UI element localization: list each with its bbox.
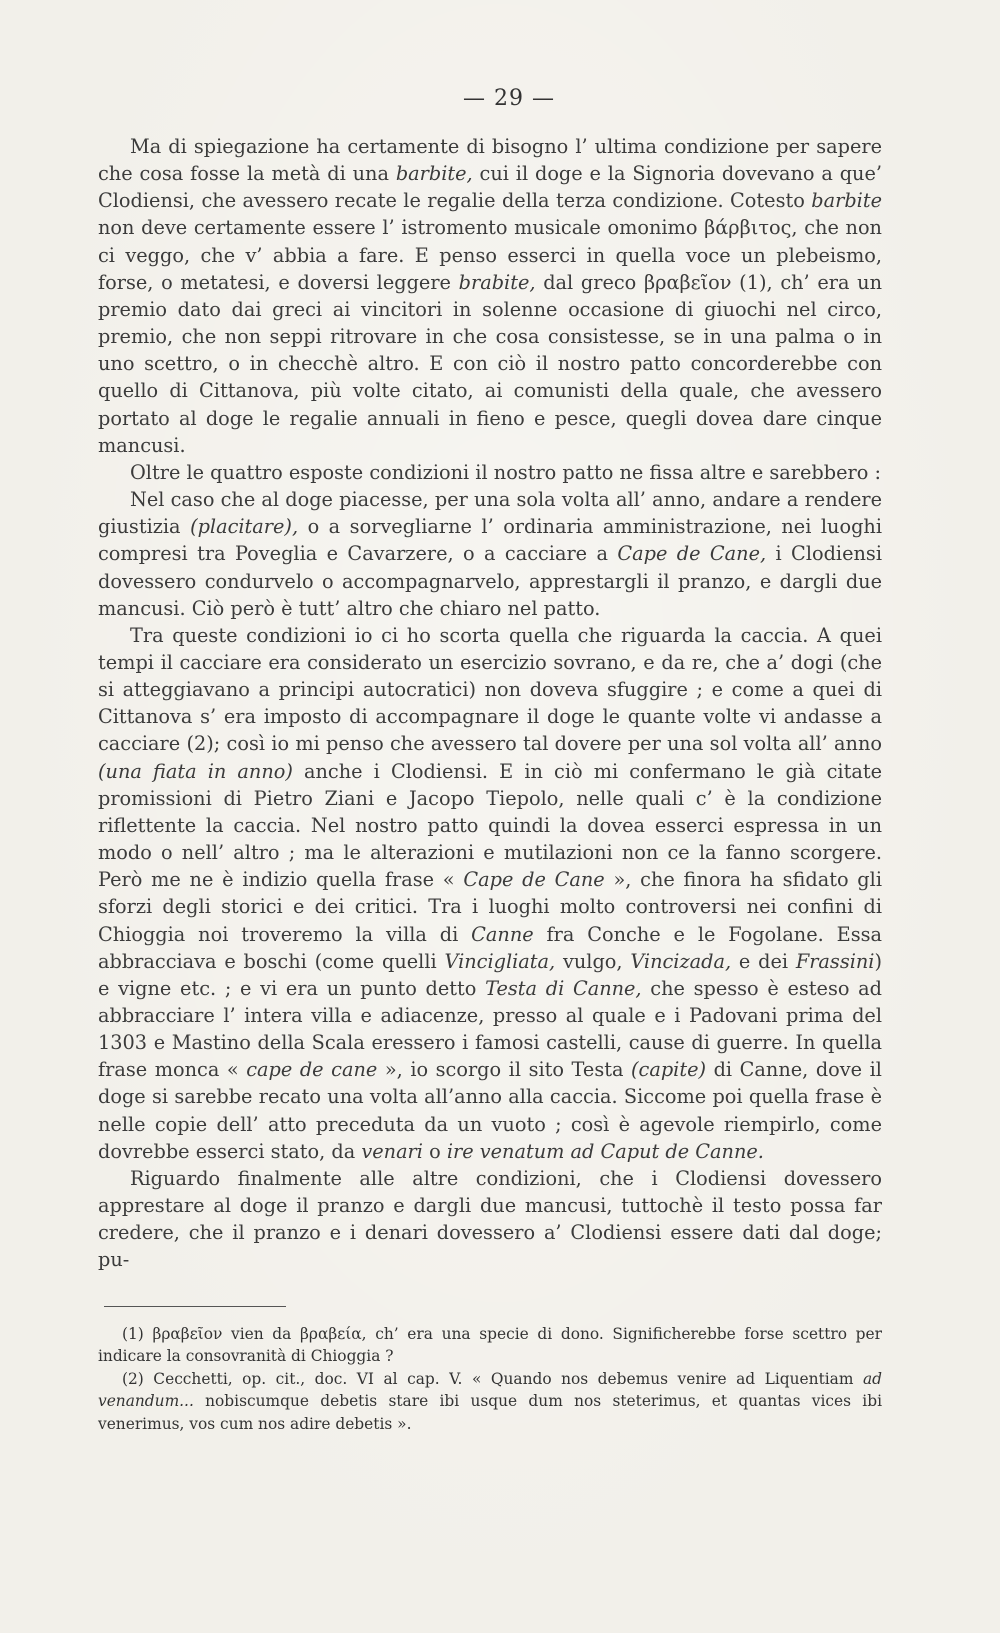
text-run: o a sorvegliarne l’ ordinaria amministrazione, nei luoghi compresi tra Poveglia e Cavarzere, o a cacciare a: [98, 515, 882, 566]
italic-text: Vincizada,: [630, 949, 732, 973]
italic-text: Canne: [471, 922, 534, 946]
italic-text: Testa di Canne,: [485, 976, 642, 1000]
body-text: [98, 133, 882, 1274]
text-run: nobiscumque debetis stare ibi usque dum nos steterimus, et quantas vices ibi venerimus, vos cum nos adire debetis ».: [98, 1392, 882, 1433]
text-run: , ch’ era una specie di dono. Significherebbe forse scettro per indicare la consovranità di Chioggia ?: [98, 1324, 882, 1366]
italic-text: Vincigliata,: [444, 949, 556, 973]
text-run: o: [422, 1139, 447, 1163]
italic-text: barbite: [811, 189, 882, 213]
italic-text: barbite,: [395, 162, 473, 186]
footnote: [98, 1323, 882, 1368]
text-run: (2) Cecchetti, op. cit., doc. VI al cap. V. « Quando nos debemus venire ad Liquentiam: [122, 1369, 863, 1388]
paragraph: [98, 1165, 882, 1274]
text-run: », che finora ha sfidato gli sforzi degli storici e dei critici. Tra i luoghi molto controversi nei confini di Chioggia noi troveremo la villa di: [98, 868, 882, 946]
greek-word: βραβεῖον: [643, 270, 732, 294]
text-run: Ma di spiegazione ha certamente di bisogno l’ ultima condizione per sapere che cosa fosse la metà di una: [98, 135, 882, 186]
text-run: vien da: [222, 1324, 300, 1343]
text-run: (1), ch’ era un premio dato dai greci ai vincitori in solenne occasione di giuochi nel circo, premio, che non seppi ritrovare in che cosa consistesse, se in una palma o in uno scettro, o in checchè altro. E con ciò il nostro patto concorderebbe con quello di Cittanova, più volte citato, ai comunisti della quale, che avessero portato al doge le regalie annuali in fieno e pesce, quegli dovea dare cinque mancusi.: [98, 270, 882, 457]
italic-text: Cape de Cane: [463, 868, 605, 892]
paragraph: [98, 486, 882, 622]
text-run: e dei: [731, 949, 796, 973]
text-run: (1): [122, 1324, 153, 1343]
italic-text: brabite,: [458, 270, 536, 294]
text-run: », io scorgo il sito Testa: [377, 1058, 632, 1082]
italic-text: cape de cane: [246, 1058, 378, 1082]
italic-text: (placitare),: [190, 515, 299, 539]
italic-text: ire venatum ad Caput de Canne.: [446, 1139, 764, 1163]
text-run: di Canne, dove il doge si sarebbe recato una volta all’anno alla caccia. Siccome poi quella frase è nelle copie dell’ atto preceduta da un vuoto ; così è agevole riempirlo, come dovrebbe esserci stato, da: [98, 1058, 882, 1163]
footnote: [98, 1368, 882, 1436]
text-run: Nel caso che al doge piacesse, per una sola volta all’ anno, andare a rendere giustizia: [98, 488, 882, 539]
text-run: che spesso è esteso ad abbracciare l’ intera villa e adiacenze, presso al quale e i Padovani prima del 1303 e Mastino della Scala eressero i famosi castelli, cause di guerre. In quella frase monca «: [98, 976, 882, 1082]
italic-text: (una fiata in anno): [98, 759, 293, 783]
text-run: i Clodiensi dovessero condurvelo o accompagnarvelo, apprestargli il pranzo, e dargli due mancusi. Ciò però è tutt’ altro che chiaro nel patto.: [98, 542, 882, 620]
paragraph: [98, 622, 882, 1165]
greek-word: βραβεία: [300, 1324, 362, 1343]
text-run: anche i Clodiensi. E in ciò mi confermano le già citate promissioni di Pietro Ziani e Jacopo Tiepolo, nelle quali c’ è la condizione riflettente la caccia. Nel nostro patto quindi la dovea esserci espressa in un modo o nell’ altro ; ma le alterazioni e mutilazioni non ce la fanno scorgere. Però me ne è indizio quella frase «: [98, 759, 882, 892]
footnotes: [98, 1323, 882, 1436]
text-run: ) e vigne etc. ; e vi era un punto detto: [98, 949, 882, 1000]
italic-text: (capite): [631, 1058, 707, 1082]
footnote-divider: [104, 1306, 286, 1307]
text-run: , che non ci veggo, che v’ abbia a fare. E penso esserci in quella voce un plebeismo, forse, o metatesi, e doversi leggere: [98, 216, 882, 294]
text-run: dal greco: [535, 270, 644, 294]
text-run: Tra queste condizioni io ci ho scorta quella che riguarda la caccia. A quei tempi il cacciare era considerato un esercizio sovrano, e da re, che a’ dogi (che si atteggiavano a principi autocratici) non doveva sfuggire ; e come a quei di Cittanova s’ era imposto di accompagnare il doge le quante volte vi andasse a cacciare (2); così io mi penso che avessero tal dovere per una sol volta all’ anno: [98, 623, 882, 756]
greek-word: βραβεῖον: [152, 1324, 223, 1343]
italic-text: venari: [361, 1139, 423, 1163]
paragraph: [98, 459, 882, 486]
text-run: fra Conche e le Fogolane. Essa abbracciava e boschi (come quelli: [98, 922, 882, 973]
text-run: Riguardo finalmente alle altre condizioni, che i Clodiensi dovessero apprestare al doge il pranzo e dargli due mancusi, tuttochè il testo possa far credere, che il pranzo e i denari dovessero a’ Clodiensi essere dati dal doge; pu-: [98, 1166, 882, 1272]
text-run: non deve certamente essere l’ istromento musicale omonimo: [98, 216, 705, 240]
paragraph: [98, 133, 882, 459]
italic-text: ad venandum...: [98, 1369, 882, 1411]
text-run: vulgo,: [555, 949, 631, 973]
italic-text: Cape de Cane,: [617, 542, 767, 566]
text-run: Oltre le quattro esposte condizioni il nostro patto ne fissa altre e sarebbero :: [130, 460, 881, 484]
italic-text: Frassini: [795, 949, 875, 973]
greek-word: βάρβιτος: [704, 216, 792, 240]
page-number: — 29 —: [463, 86, 555, 111]
text-run: cui il doge e la Signoria dovevano a que’ Clodiensi, che avessero recate le regalie della terza condizione. Cotesto: [98, 162, 882, 213]
